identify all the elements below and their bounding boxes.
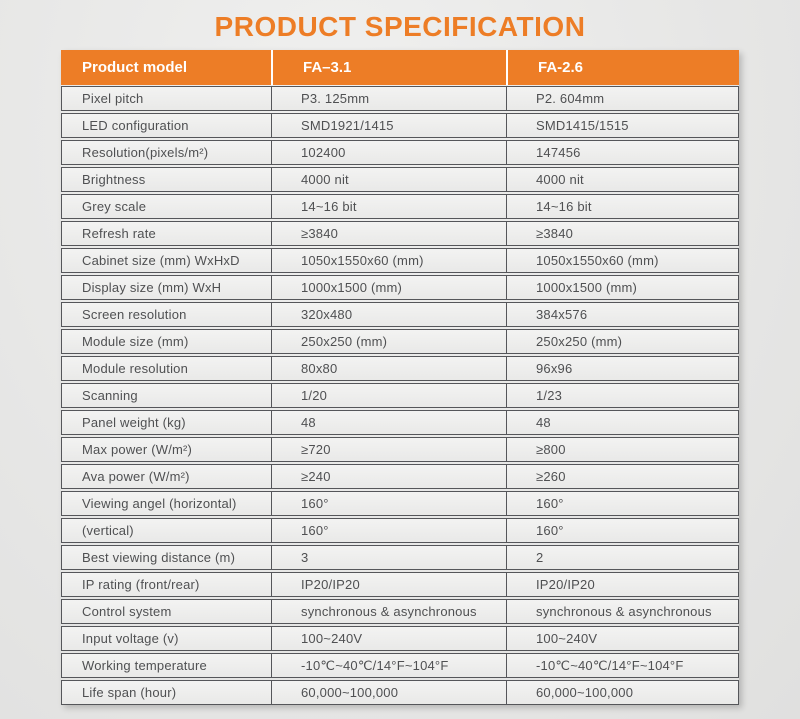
row-value-cell-fa26: synchronous & asynchronous	[506, 600, 738, 623]
row-label-cell: Module resolution	[82, 361, 189, 376]
table-row	[61, 410, 739, 435]
row-label-cell: IP rating (front/rear)	[82, 577, 200, 592]
row-value-cell-fa26: 384x576	[506, 303, 738, 326]
table-row	[61, 275, 739, 300]
row-value-cell-fa26: SMD1415/1515	[506, 114, 738, 137]
row-label-cell: (vertical)	[82, 523, 134, 538]
table-row	[61, 680, 739, 705]
spec-table	[61, 50, 739, 705]
row-value-cell-fa26: ≥800	[506, 438, 738, 461]
row-value-cell-fa26: 1/23	[506, 384, 738, 407]
row-label-cell: Resolution(pixels/m²)	[82, 145, 209, 160]
row-label-cell: Pixel pitch	[82, 91, 144, 106]
table-row	[61, 86, 739, 111]
row-label-cell: Scanning	[82, 388, 138, 403]
row-value-cell-fa26: 160°	[506, 519, 738, 542]
row-value-cell-fa31: 80x80	[271, 357, 506, 380]
spec-table-body	[61, 86, 739, 705]
row-value-cell-fa26: -10℃~40℃/14°F~104°F	[506, 654, 738, 677]
row-value-cell-fa31: 1000x1500 (mm)	[271, 276, 506, 299]
row-label-cell: Cabinet size (mm) WxHxD	[82, 253, 240, 268]
row-label-cell: Working temperature	[82, 658, 207, 673]
table-row	[61, 140, 739, 165]
row-label-cell: Life span (hour)	[82, 685, 177, 700]
row-value-cell-fa26: 14~16 bit	[506, 195, 738, 218]
row-value-cell-fa31: 48	[271, 411, 506, 434]
row-label-cell: Refresh rate	[82, 226, 156, 241]
row-value-cell-fa26: 147456	[506, 141, 738, 164]
row-value-cell-fa31: 160°	[271, 519, 506, 542]
row-value-cell-fa31: 60,000~100,000	[271, 681, 506, 704]
row-label-cell: Max power (W/m²)	[82, 442, 193, 457]
table-row	[61, 518, 739, 543]
row-value-cell-fa31: ≥240	[271, 465, 506, 488]
row-value-cell-fa31: ≥720	[271, 438, 506, 461]
row-value-cell-fa26: P2. 604mm	[506, 87, 738, 110]
spec-table-header	[61, 50, 739, 85]
row-value-cell-fa31: 160°	[271, 492, 506, 515]
row-label-cell: Ava power (W/m²)	[82, 469, 190, 484]
row-label-cell: Module size (mm)	[82, 334, 189, 349]
row-value-cell-fa26: ≥3840	[506, 222, 738, 245]
row-value-cell-fa31: -10℃~40℃/14°F~104°F	[271, 654, 506, 677]
row-label-cell: Display size (mm) WxH	[82, 280, 222, 295]
row-label-cell: LED configuration	[82, 118, 189, 133]
header-cell-model-fa26: FA-2.6	[506, 50, 739, 85]
table-row	[61, 194, 739, 219]
table-row	[61, 356, 739, 381]
row-value-cell-fa31: 4000 nit	[271, 168, 506, 191]
row-label-cell: Control system	[82, 604, 172, 619]
row-value-cell-fa26: ≥260	[506, 465, 738, 488]
row-value-cell-fa31: P3. 125mm	[271, 87, 506, 110]
table-row	[61, 221, 739, 246]
row-value-cell-fa31: 14~16 bit	[271, 195, 506, 218]
row-value-cell-fa26: 48	[506, 411, 738, 434]
row-label-cell: Screen resolution	[82, 307, 187, 322]
page-title: PRODUCT SPECIFICATION	[214, 11, 586, 42]
row-value-cell-fa26: 250x250 (mm)	[506, 330, 738, 353]
table-row	[61, 437, 739, 462]
row-value-cell-fa31: 1/20	[271, 384, 506, 407]
row-value-cell-fa26: 96x96	[506, 357, 738, 380]
row-value-cell-fa26: 100~240V	[506, 627, 738, 650]
row-value-cell-fa26: 4000 nit	[506, 168, 738, 191]
table-row	[61, 113, 739, 138]
row-value-cell-fa31: SMD1921/1415	[271, 114, 506, 137]
row-value-cell-fa31: 320x480	[271, 303, 506, 326]
row-value-cell-fa31: synchronous & asynchronous	[271, 600, 506, 623]
table-row	[61, 464, 739, 489]
table-row	[61, 545, 739, 570]
row-value-cell-fa26: IP20/IP20	[506, 573, 738, 596]
table-row	[61, 572, 739, 597]
row-value-cell-fa31: IP20/IP20	[271, 573, 506, 596]
row-label-cell: Viewing angel (horizontal)	[82, 496, 237, 511]
row-value-cell-fa26: 60,000~100,000	[506, 681, 738, 704]
row-value-cell-fa31: 250x250 (mm)	[271, 330, 506, 353]
row-label-cell: Brightness	[82, 172, 146, 187]
table-row	[61, 329, 739, 354]
row-value-cell-fa26: 160°	[506, 492, 738, 515]
table-row	[61, 383, 739, 408]
row-value-cell-fa31: 102400	[271, 141, 506, 164]
row-value-cell-fa26: 1050x1550x60 (mm)	[506, 249, 738, 272]
table-row	[61, 626, 739, 651]
table-row	[61, 653, 739, 678]
header-cell-model-fa31: FA–3.1	[271, 50, 506, 85]
row-label-cell: Input voltage (v)	[82, 631, 179, 646]
table-row	[61, 248, 739, 273]
row-value-cell-fa26: 1000x1500 (mm)	[506, 276, 738, 299]
row-value-cell-fa31: 1050x1550x60 (mm)	[271, 249, 506, 272]
header-cell-product-model: Product model	[82, 59, 188, 76]
table-row	[61, 599, 739, 624]
row-value-cell-fa31: 100~240V	[271, 627, 506, 650]
row-value-cell-fa31: 3	[271, 546, 506, 569]
row-label-cell: Best viewing distance (m)	[82, 550, 236, 565]
row-label-cell: Grey scale	[82, 199, 147, 214]
table-row	[61, 491, 739, 516]
table-row	[61, 167, 739, 192]
row-value-cell-fa31: ≥3840	[271, 222, 506, 245]
row-label-cell: Panel weight (kg)	[82, 415, 186, 430]
row-value-cell-fa26: 2	[506, 546, 738, 569]
table-row	[61, 302, 739, 327]
